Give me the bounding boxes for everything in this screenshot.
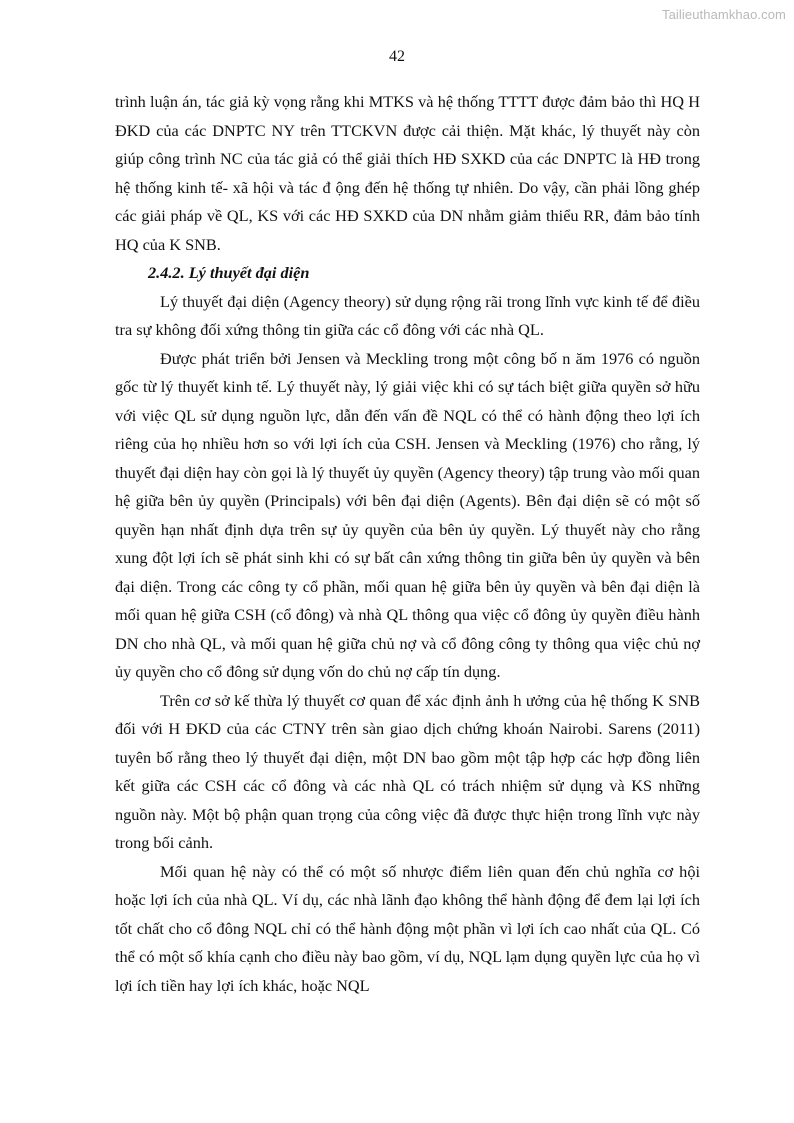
paragraph-nairobi: Trên cơ sở kế thừa lý thuyết cơ quan để xác định ảnh h ưởng của hệ thống K SNB đối với H ĐKD của các CTNY trên sàn giao dịch chứng khoán Nairobi. Sarens (2011) tuyên bố rằng theo lý thuyết đại diện, một DN bao gồm một tập hợp các hợp đồng liên kết giữa các CSH các cổ đông và các nhà QL có trách nhiệm sử dụng và KS những nguồn này. Một bộ phận quan trọng của công việc đã được thực hiện trong lĩnh vực này trong bối cảnh. [115,690,700,852]
section-heading: 2.4.2. Lý thuyết đại diện [148,263,310,282]
paragraph-continuation: trình luận án, tác giả kỳ vọng rằng khi MTKS và hệ thống TTTT được đảm bảo thì HQ H ĐKD của các DNPTC NY trên TTCKVN được cải thiện. Mặt khác, lý thuyết này còn giúp công trình NC của tác giả có thể giải thích HĐ SXKD của các DNPTC là HĐ trong hệ thống kinh tế- xã hội và tác đ ộng đến hệ thống tự nhiên. Do vậy, cần phải lồng ghép các giải pháp về QL, KS với các HĐ SXKD của DN nhằm giảm thiểu RR, đảm bảo tính HQ của K SNB. [115,92,700,254]
document-body [115,88,700,1000]
paragraph-agency-definition: Lý thuyết đại diện (Agency theory) sử dụng rộng rãi trong lĩnh vực kinh tế để điều tra sự không đối xứng thông tin giữa các cổ đông với các nhà QL. [115,291,700,339]
watermark: Tailieuthamkhao.com [661,7,786,22]
page-number: 42 [389,48,405,65]
paragraph-drawbacks: Mối quan hệ này có thể có một số nhược điểm liên quan đến chủ nghĩa cơ hội hoặc lợi ích của nhà QL. Ví dụ, các nhà lãnh đạo không thể hành động để đem lại lợi ích tốt chất cho cổ đông NQL chỉ có thể hành động một phần vì lợi ích cao nhất của QL. Có thể có một số khía cạnh cho điều này bao gồm, ví dụ, NQL lạm dụng quyền lực của họ vì lợi ích tiền hay lợi ích khác, hoặc NQL [115,861,700,995]
paragraph-jensen-meckling: Được phát triển bởi Jensen và Meckling trong một công bố n ăm 1976 có nguồn gốc từ lý thuyết kinh tế. Lý thuyết này, lý giải việc khi có sự tách biệt giữa quyền sở hữu với việc QL sử dụng nguồn lực, dẫn đến vấn đề NQL có thể có hành động theo lợi ích riêng của họ nhiều hơn so với lợi ích của CSH. Jensen và Meckling (1976) cho rằng, lý thuyết đại diện hay còn gọi là lý thuyết ủy quyền (Agency theory) tập trung vào mối quan hệ giữa bên ủy quyền (Principals) với bên đại diện (Agents). Bên đại diện sẽ có một số quyền hạn nhất định dựa trên sự ủy quyền của bên ủy quyền. Lý thuyết này cho rằng xung đột lợi ích sẽ phát sinh khi có sự bất cân xứng thông tin giữa bên ủy quyền và bên đại diện. Trong các công ty cổ phần, mối quan hệ giữa bên ủy quyền và bên đại diện là mối quan hệ giữa CSH (cổ đông) và nhà QL thông qua việc cổ đông ủy quyền điều hành DN cho nhà QL, và mối quan hệ giữa chủ nợ và cổ đông công ty thông qua việc chủ nợ ủy quyền cho cổ đông sử dụng vốn do chủ nợ cấp tín dụng. [115,348,700,681]
